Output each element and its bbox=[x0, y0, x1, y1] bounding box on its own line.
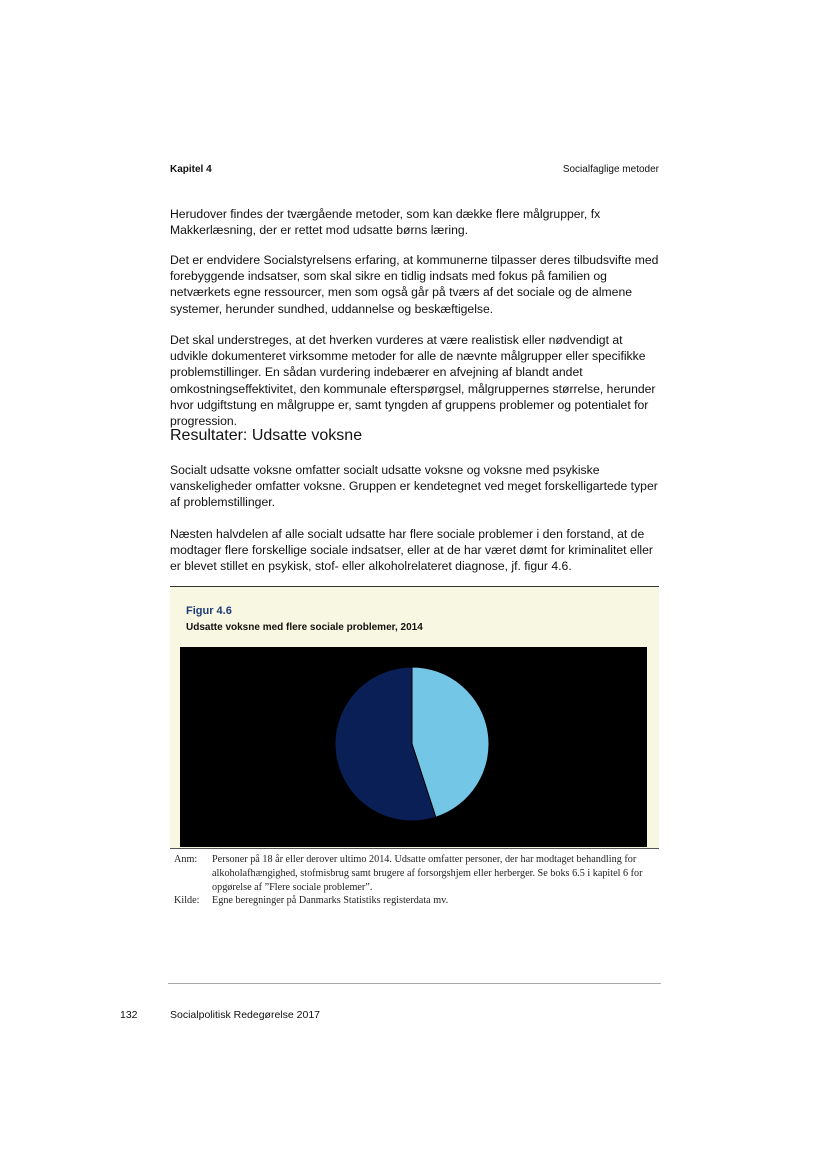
footer-divider bbox=[168, 983, 661, 984]
paragraph-3: Det skal understreges, at det hverken vurderes at være realistisk eller nødvendigt at udvikle dokumenteret virksomme metoder for alle de nævnte målgrupper eller specifikke problemstillinger. En sådan vurdering indebærer en afvejning af blandt andet omkostningseffektivitet, den kommunale efterspørgsel, målgruppernes størrelse, herunder hvor udgiftstung en målgruppe er, samt tyngden af gruppens problemer og potentialet for progression. bbox=[170, 333, 656, 429]
paragraph-1: Herudover findes der tværgående metoder, som kan dække flere målgrupper, fx Makkerlæsning, der er rettet mod udsatte børns læring. bbox=[170, 207, 601, 238]
page-number: 132 bbox=[120, 1009, 138, 1021]
note-anm bbox=[174, 853, 654, 894]
paragraph-5: Næsten halvdelen af alle socialt udsatte har flere sociale problemer i den forstand, at de modtager flere forskellige sociale indsatser, eller at de har været dømt for kriminalitet eller er blevet stillet en psykisk, stof- eller alkoholrelateret diagnose, jf. figur 4.6. bbox=[170, 527, 653, 574]
pie-chart bbox=[180, 647, 647, 847]
figure-notes bbox=[174, 853, 654, 908]
section-heading: Resultater: Udsatte voksne bbox=[170, 427, 363, 444]
note-anm-key: Anm: bbox=[174, 854, 198, 865]
section-label: Socialfaglige metoder bbox=[562, 164, 659, 175]
figure-title: Udsatte voksne med flere sociale problemer, 2014 bbox=[186, 622, 423, 633]
note-kilde-text: Egne beregninger på Danmarks Statistiks registerdata mv. bbox=[212, 895, 449, 907]
paragraph-4: Socialt udsatte voksne omfatter socialt udsatte voksne og voksne med psykiske vanskeligheder omfatter voksne. Gruppen er kendetegnet ved meget forskelligartede typer af problemstillinger. bbox=[170, 463, 658, 510]
figure-box bbox=[170, 586, 659, 849]
figure-label: Figur 4.6 bbox=[186, 605, 232, 617]
pie-chart-area bbox=[180, 647, 647, 847]
note-kilde bbox=[174, 894, 654, 908]
footer-title: Socialpolitisk Redegørelse 2017 bbox=[170, 1009, 320, 1021]
note-kilde-key: Kilde: bbox=[174, 895, 200, 907]
chapter-label: Kapitel 4 bbox=[170, 164, 212, 175]
paragraph-2: Det er endvidere Socialstyrelsens erfaring, at kommunerne tilpasser deres tilbudsvifte med forebyggende indsatser, som skal sikre en tidlig indsats med fokus på familien og netværkets egne ressourcer, men som også går på tværs af det sociale og de almene systemer, herunder sundhed, uddannelse og beskæftigelse. bbox=[170, 253, 659, 316]
note-anm-text: Personer på 18 år eller derover ultimo 2014. Udsatte omfatter personer, der har modtaget behandling for alkoholafhængighed, stofmisbrug samt brugere af forsorgshjem eller herberger. Se boks 6.5 i kapitel 6 for opgørelse af ”Flere sociale problemer”. bbox=[212, 854, 643, 893]
